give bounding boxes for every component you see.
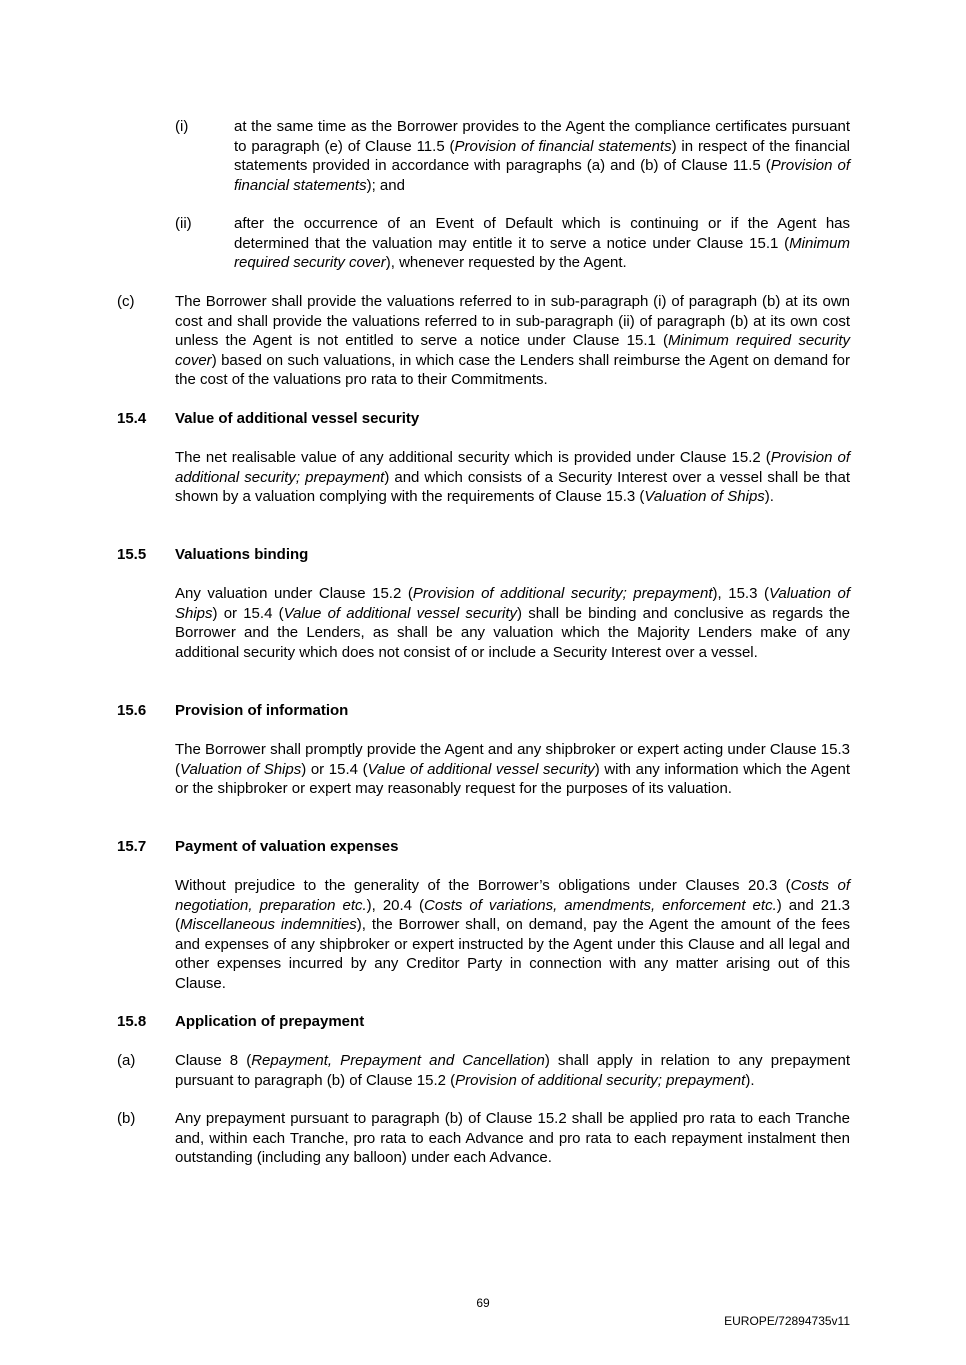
- section-15-6-text: The Borrower shall promptly provide the Agent and any shipbroker or expert acting under Clause 15.3 (Valuation of Ships) or 15.4 (Value of additional vessel security) with any information which the Agent or the shipbroker or expert may reasonably request for the purposes of its valuation.: [175, 741, 850, 797]
- section-15-8-a-label: (a): [117, 1052, 136, 1069]
- section-15-5-text: Any valuation under Clause 15.2 (Provision of additional security; prepayment), 15.3 (Valuation of Ships) or 15.4 (Value of additional vessel security) shall be binding and conclusive as regards the Borrower and the Lenders, as shall be any valuation which the Majority Lenders make of any additional security which does not consist of or include a Security Interest over a vessel.: [175, 585, 850, 661]
- section-15-6-number: 15.6: [117, 702, 147, 719]
- section-15-4-text: The net realisable value of any additional security which is provided under Clause 15.2 (Provision of additional security; prepayment) and which consists of a Security Interest over a vessel shall be that shown by a valuation complying with the requirements of Clause 15.3 (Valuation of Ships).: [175, 449, 850, 505]
- para-c-label: (c): [117, 293, 135, 310]
- section-15-8-a-text: Clause 8 (Repayment, Prepayment and Cancellation) shall apply in relation to any prepayment pursuant to paragraph (b) of Clause 15.2 (Provision of additional security; prepayment).: [175, 1052, 850, 1089]
- section-15-8-title: Application of prepayment: [175, 1013, 365, 1030]
- document-reference: EUROPE/72894735v11: [724, 1314, 850, 1328]
- sub-i-label: (i): [175, 118, 189, 135]
- section-15-8-b-label: (b): [117, 1110, 136, 1127]
- section-15-4-number: 15.4: [117, 410, 147, 427]
- section-15-8-b-text: Any prepayment pursuant to paragraph (b) of Clause 15.2 shall be applied pro rata to each Tranche and, within each Tranche, pro rata to each Advance and pro rata to each repayment instalment then outstanding (including any balloon) under each Advance.: [175, 1110, 850, 1166]
- para-c-text: The Borrower shall provide the valuations referred to in sub-paragraph (i) of paragraph (b) at its own cost and shall provide the valuations referred to in sub-paragraph (ii) of paragraph (b) at its own cost unless the Agent is not entitled to serve a notice under Clause 15.1 (Minimum required security cover) based on such valuations, in which case the Lenders shall reimburse the Agent on demand for the cost of the valuations pro rata to their Commitments.: [175, 293, 850, 388]
- sub-ii-label: (ii): [175, 215, 192, 232]
- sub-ii-text: after the occurrence of an Event of Default which is continuing or if the Agent has determined that the valuation may entitle it to serve a notice under Clause 15.1 (Minimum required security cover), whenever requested by the Agent.: [234, 215, 850, 271]
- section-15-8-number: 15.8: [117, 1013, 147, 1030]
- section-15-7-text: Without prejudice to the generality of the Borrower’s obligations under Clauses 20.3 (Costs of negotiation, preparation etc.), 20.4 (Costs of variations, amendments, enforcement etc.) and 21.3 (Miscellaneous indemnities), the Borrower shall, on demand, pay the Agent the amount of the fees and expenses of any shipbroker or expert instructed by the Agent under this Clause and all legal and other expenses incurred by any Creditor Party in connection with any matter arising out of this Clause.: [175, 877, 851, 992]
- sub-i-text: at the same time as the Borrower provides to the Agent the compliance certificates pursuant to paragraph (e) of Clause 11.5 (Provision of financial statements) in respect of the financial statements provided in accordance with paragraphs (a) and (b) of Clause 11.5 (Provision of financial statements); and: [234, 118, 851, 194]
- section-15-5-number: 15.5: [117, 546, 147, 563]
- section-15-6-title: Provision of information: [175, 702, 349, 719]
- section-15-4-title: Value of additional vessel security: [175, 410, 420, 427]
- section-15-5-title: Valuations binding: [175, 546, 309, 563]
- section-15-7-number: 15.7: [117, 838, 147, 855]
- page-number: 69: [476, 1296, 490, 1310]
- section-15-7-title: Payment of valuation expenses: [175, 838, 399, 855]
